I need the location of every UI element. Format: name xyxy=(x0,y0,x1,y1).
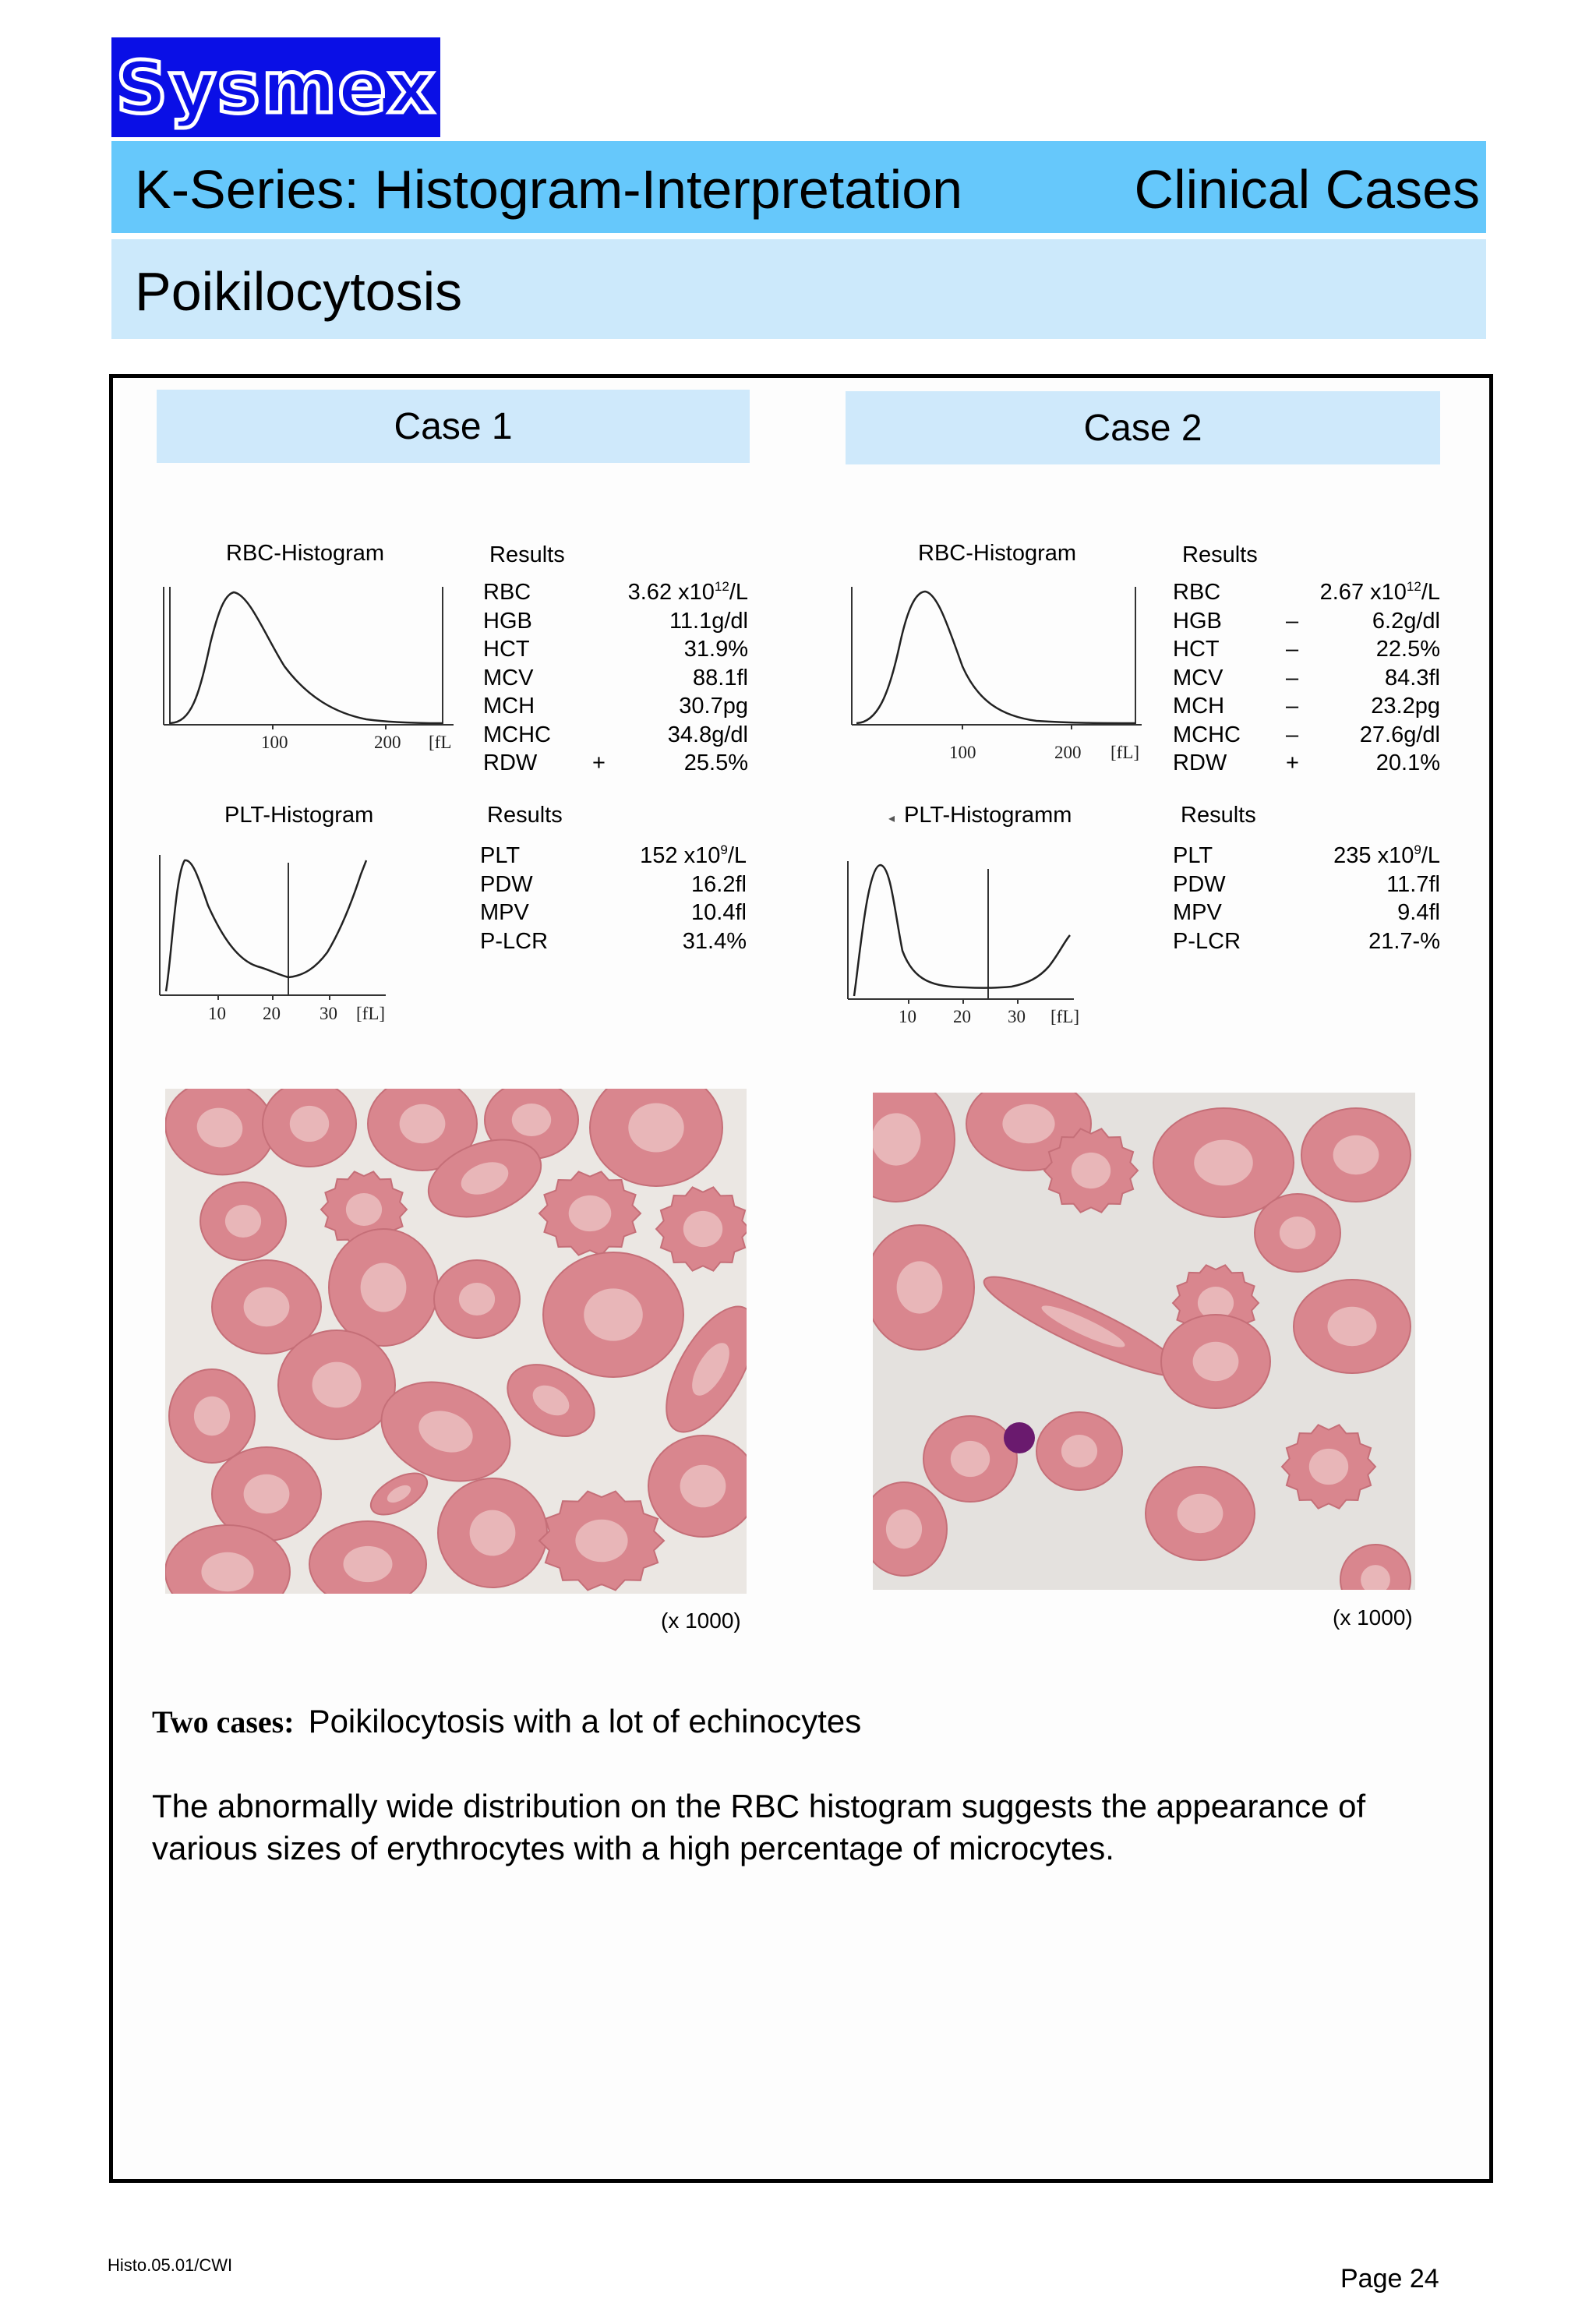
red-blood-cell xyxy=(543,1252,683,1377)
result-row-pdw xyxy=(480,872,747,900)
case-2-plt-tick-20: 20 xyxy=(953,1007,971,1026)
result-name: MCH xyxy=(1173,694,1225,719)
result-value-text: 23.2pg xyxy=(1371,694,1440,719)
result-exponent: 12 xyxy=(714,579,729,594)
red-blood-cell xyxy=(1255,1194,1340,1272)
case-1-plt-tick-20: 20 xyxy=(263,1004,281,1023)
case-1-plt-tick-30: 30 xyxy=(320,1004,337,1023)
result-flag: + xyxy=(592,750,606,775)
result-value-text: 2.67 x10 xyxy=(1319,580,1407,605)
red-blood-cell xyxy=(278,1330,395,1439)
result-value xyxy=(691,872,747,898)
document-code: Histo.05.01/CWI xyxy=(108,2255,233,2275)
result-value-text: 22.5% xyxy=(1375,637,1440,662)
case-2-plt-tick-30: 30 xyxy=(1008,1007,1026,1026)
result-value-text: 30.7pg xyxy=(679,694,748,719)
result-value xyxy=(684,637,748,662)
platelet-cell xyxy=(1004,1422,1035,1453)
result-exponent: 9 xyxy=(720,842,728,857)
result-value-text: 88.1fl xyxy=(693,665,748,690)
red-blood-cell xyxy=(263,1089,356,1167)
result-value-text: 25.5% xyxy=(683,750,748,775)
result-value-text: 152 x10 xyxy=(640,843,721,868)
result-name: RBC xyxy=(1173,580,1221,605)
result-row-rbc xyxy=(1173,580,1440,608)
case-2-rbc-histogram-label: RBC-Histogram xyxy=(918,541,1077,566)
result-flag: – xyxy=(1286,665,1299,690)
result-row-mchc xyxy=(483,722,748,750)
result-row-hct xyxy=(483,637,748,665)
result-row-hgb xyxy=(1173,609,1440,637)
result-flag: – xyxy=(1286,637,1299,662)
case-1-blood-smear-image xyxy=(165,1089,747,1594)
result-exponent: 12 xyxy=(1406,579,1421,594)
red-blood-cell xyxy=(434,1260,520,1338)
result-value xyxy=(693,666,748,691)
case-1-rbc-histogram xyxy=(156,581,468,760)
result-value-text: 9.4fl xyxy=(1397,900,1440,925)
result-value xyxy=(640,843,747,869)
case-2-plt-histogram-label-text: PLT-Histogramm xyxy=(904,803,1072,828)
result-value xyxy=(691,900,747,926)
result-name: HGB xyxy=(483,608,532,634)
red-blood-cell xyxy=(1036,1412,1122,1490)
case-2-rbc-tick-200: 200 xyxy=(1054,743,1082,762)
result-value xyxy=(1320,580,1440,606)
red-blood-cell xyxy=(329,1229,438,1346)
result-row-mch xyxy=(483,694,748,722)
summary-text: Poikilocytosis with a lot of echinocytes xyxy=(308,1703,862,1739)
result-row-plt xyxy=(1173,843,1440,871)
result-name: MCH xyxy=(483,694,535,719)
result-value xyxy=(1368,929,1440,955)
result-value xyxy=(628,580,748,606)
result-value-text: 10.4fl xyxy=(691,900,747,925)
result-value-text: 16.2fl xyxy=(691,871,747,897)
result-row-mpv xyxy=(480,900,747,928)
result-value xyxy=(1376,750,1440,776)
red-blood-cell xyxy=(1294,1280,1411,1373)
result-row-p-lcr xyxy=(1173,929,1440,957)
page-number: Page 24 xyxy=(1340,2264,1439,2294)
case-2-rbc-histogram xyxy=(846,581,1157,768)
case-2-plt-tick-10: 10 xyxy=(899,1007,916,1026)
result-name: MPV xyxy=(1173,900,1222,925)
result-row-mcv xyxy=(483,666,748,694)
case-2-plt-histogram-label: ◂ PLT-Histogramm xyxy=(888,803,1072,828)
result-value xyxy=(1371,694,1440,719)
result-name: PDW xyxy=(480,871,533,897)
logo-text: Sysmex xyxy=(115,45,436,129)
result-row-rbc xyxy=(483,580,748,608)
result-value xyxy=(1376,637,1440,662)
result-value xyxy=(683,929,747,955)
red-blood-cell xyxy=(873,1225,974,1350)
sysmex-logo xyxy=(111,37,440,137)
result-value-text: 20.1% xyxy=(1375,750,1440,775)
result-row-mcv xyxy=(1173,666,1440,694)
result-name: HGB xyxy=(1173,608,1222,634)
result-name: RDW xyxy=(1173,750,1227,775)
result-value-text: 6.2g/dl xyxy=(1372,608,1440,634)
case-2-magnification: (x 1000) xyxy=(1333,1605,1413,1630)
case-1-plt-histogram xyxy=(152,843,409,1030)
case-1-plt-tick-10: 10 xyxy=(208,1004,226,1023)
red-blood-cell xyxy=(438,1478,547,1587)
summary-line xyxy=(152,1703,861,1740)
result-name: PDW xyxy=(1173,871,1226,897)
result-value xyxy=(668,722,748,748)
result-value-text: 27.6g/dl xyxy=(1359,722,1440,747)
result-row-pdw xyxy=(1173,872,1440,900)
result-value-text: 34.8g/dl xyxy=(667,722,748,747)
case-1-rbc-histogram-label: RBC-Histogram xyxy=(226,541,385,566)
red-blood-cell xyxy=(648,1436,747,1537)
result-row-mpv xyxy=(1173,900,1440,928)
result-name: P-LCR xyxy=(480,928,549,954)
case-2-rbc-results-label: Results xyxy=(1182,542,1258,567)
result-name: RBC xyxy=(483,580,531,605)
result-unit: /L xyxy=(729,580,748,605)
case-2-plt-histogram xyxy=(840,849,1105,1036)
result-row-p-lcr xyxy=(480,929,747,957)
result-name: HCT xyxy=(1173,637,1220,662)
result-name: PLT xyxy=(480,843,521,868)
result-value xyxy=(1372,609,1440,634)
result-unit: /L xyxy=(1421,843,1440,868)
result-name: HCT xyxy=(483,637,530,662)
result-value xyxy=(1333,843,1440,869)
summary-lead: Two cases: xyxy=(152,1704,295,1739)
case-1-plt-histogram-label: PLT-Histogram xyxy=(224,803,374,828)
result-unit: /L xyxy=(727,843,747,868)
result-row-rdw xyxy=(1173,750,1440,779)
case-1-rbc-results-label: Results xyxy=(489,542,565,567)
red-blood-cell xyxy=(169,1369,255,1463)
result-value xyxy=(679,694,748,719)
red-blood-cell xyxy=(923,1416,1017,1502)
result-value xyxy=(669,609,748,634)
case-2-header: Case 2 xyxy=(846,391,1440,464)
result-name: PLT xyxy=(1173,843,1213,868)
title-bar xyxy=(111,141,1486,233)
result-value xyxy=(1360,722,1440,748)
result-row-rdw xyxy=(483,750,748,779)
case-1-rbc-unit: [fL xyxy=(429,733,452,752)
result-value-text: 3.62 x10 xyxy=(627,580,715,605)
red-blood-cell xyxy=(1146,1467,1255,1560)
result-value-text: 235 x10 xyxy=(1333,843,1414,868)
case-1-plt-results-label: Results xyxy=(487,803,563,828)
result-value-text: 31.9% xyxy=(683,637,748,662)
description-paragraph: The abnormally wide distribution on the RBC histogram suggests the appearance of various sizes of erythrocytes with a high percentage of microcytes. xyxy=(152,1788,1366,1866)
case-2-plt-results-label: Results xyxy=(1181,803,1256,828)
result-row-hct xyxy=(1173,637,1440,665)
result-value xyxy=(1385,666,1440,691)
case-1-rbc-tick-100: 100 xyxy=(261,733,288,752)
red-blood-cell xyxy=(1161,1315,1270,1408)
result-value xyxy=(1397,900,1440,926)
result-name: MPV xyxy=(480,900,529,925)
result-flag: – xyxy=(1286,608,1299,634)
red-blood-cell xyxy=(1301,1108,1411,1202)
section-title: Clinical Cases xyxy=(1134,159,1480,220)
result-row-plt xyxy=(480,843,747,871)
red-blood-cell xyxy=(200,1182,286,1260)
case-2-rbc-unit: [fL] xyxy=(1110,743,1140,762)
result-value-text: 11.1g/dl xyxy=(669,608,748,634)
result-name: MCHC xyxy=(1173,722,1241,747)
case-2-plt-unit: [fL] xyxy=(1050,1007,1080,1026)
result-name: MCV xyxy=(1173,665,1223,690)
result-flag: + xyxy=(1286,750,1299,775)
result-value-text: 21.7-% xyxy=(1368,928,1440,954)
result-value-text: 31.4% xyxy=(682,928,747,954)
result-flag: – xyxy=(1286,722,1299,747)
result-row-mchc xyxy=(1173,722,1440,750)
subtitle-bar xyxy=(111,239,1486,339)
result-value-text: 11.7fl xyxy=(1386,871,1440,897)
result-exponent: 9 xyxy=(1414,842,1421,857)
case-1-rbc-tick-200: 200 xyxy=(374,733,401,752)
result-name: MCHC xyxy=(483,722,551,747)
result-value xyxy=(684,750,748,776)
result-name: MCV xyxy=(483,665,534,690)
case-1-header: Case 1 xyxy=(157,390,750,463)
result-value xyxy=(1386,872,1440,898)
result-flag: – xyxy=(1286,694,1299,719)
result-value-text: 84.3fl xyxy=(1385,665,1440,690)
case-1-magnification: (x 1000) xyxy=(661,1609,741,1633)
case-2-rbc-tick-100: 100 xyxy=(949,743,976,762)
case-2-blood-smear-image xyxy=(873,1093,1415,1590)
page-title: K-Series: Histogram-Interpretation xyxy=(135,159,963,220)
case-1-plt-unit: [fL] xyxy=(356,1004,386,1023)
result-name: RDW xyxy=(483,750,538,775)
result-name: P-LCR xyxy=(1173,928,1241,954)
page-subtitle: Poikilocytosis xyxy=(135,261,463,322)
result-row-hgb xyxy=(483,609,748,637)
result-row-mch xyxy=(1173,694,1440,722)
result-unit: /L xyxy=(1421,580,1440,605)
